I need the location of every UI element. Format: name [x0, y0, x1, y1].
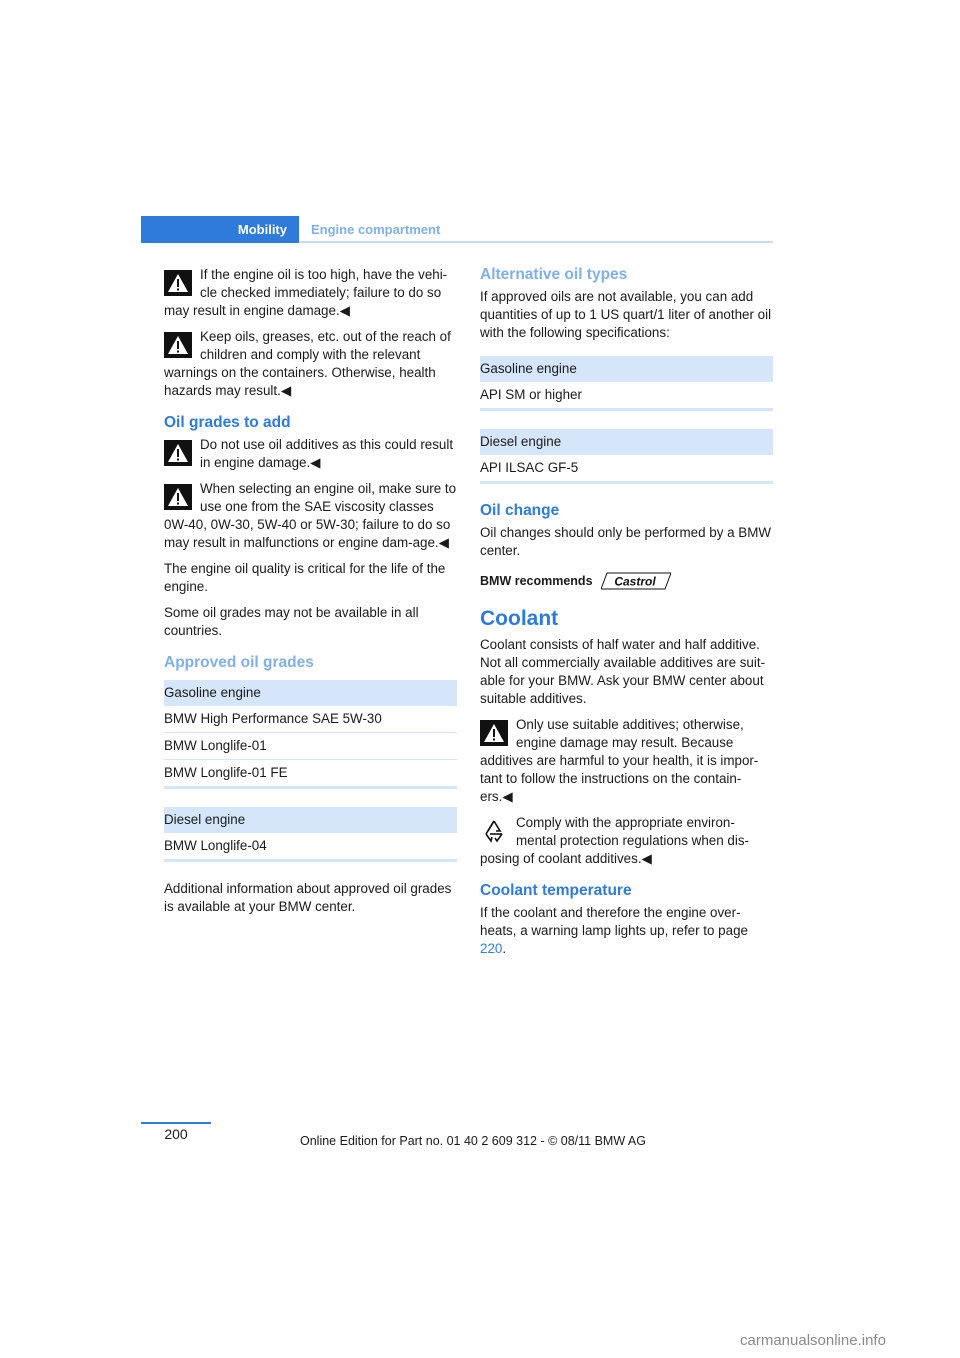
left-column	[164, 266, 457, 924]
paragraph: Oil changes should only be performed by a BMW center.	[480, 525, 772, 558]
heading-oil-grades-to-add: Oil grades to add	[164, 414, 291, 431]
page-number-block	[141, 1122, 211, 1142]
page-header	[141, 216, 773, 243]
header-title: Engine compartment	[311, 222, 441, 237]
table-row: API ILSAC GF-5	[480, 455, 773, 483]
warning-icon	[480, 720, 508, 746]
diesel-oil-table	[164, 807, 457, 862]
heading-approved-oil-grades: Approved oil grades	[164, 654, 314, 671]
paragraph: If approved oils are not available, you can add quantities of up to 1 US quart/1 liter of another oil with the following specifications:	[480, 289, 772, 340]
table-header: Gasoline engine	[164, 680, 457, 706]
svg-text:Castrol: Castrol	[613, 574, 656, 589]
warning-icon	[164, 270, 192, 296]
page-number: 200	[164, 1126, 188, 1142]
bmw-recommends: BMW recommends Castrol	[480, 572, 773, 590]
heading-coolant-temperature: Coolant temperature	[480, 882, 632, 899]
table-row: BMW Longlife-04	[164, 833, 457, 861]
paragraph: The engine oil quality is critical for the life of the engine.	[164, 561, 446, 594]
page-number-rule	[141, 1122, 211, 1124]
warning-note: If the engine oil is too high, have the vehi-cle checked immediately; failure to do so may result in engine damage.◀	[164, 267, 448, 318]
warning-icon	[164, 440, 192, 466]
table-header: Gasoline engine	[480, 356, 773, 382]
environment-note: Comply with the appropriate environ-mental protection regulations when dis-posing of coolant additives.◀	[480, 815, 749, 866]
paragraph: If the coolant and therefore the engine over-heats, a warning lamp lights up, refer to page 220.	[480, 905, 748, 956]
warning-note: Keep oils, greases, etc. out of the reach of children and comply with the relevant warnings on the containers. Otherwise, health hazards may result.◀	[164, 329, 451, 398]
section-tab	[141, 216, 299, 243]
table-row: BMW Longlife-01 FE	[164, 760, 457, 788]
warning-note: Only use suitable additives; otherwise, engine damage may result. Because additives are harmful to your health, it is impor-tant to follow the instructions on the contain-ers.◀	[480, 717, 759, 804]
watermark: carmanualsonline.info	[740, 1332, 886, 1349]
warning-note: When selecting an engine oil, make sure to use one from the SAE viscosity classes 0W-40, 0W-30, 5W-40 or 5W-30; failure to do so may result in malfunctions or engine dam-age.◀	[164, 481, 457, 550]
gasoline-oil-table	[164, 680, 457, 789]
right-column	[480, 266, 773, 966]
heading-alternative-oil-types: Alternative oil types	[480, 266, 628, 283]
page-link[interactable]: 220	[480, 941, 503, 956]
paragraph: Coolant consists of half water and half additive. Not all commercially available additives are suit-able for your BMW. Ask your BMW center about suitable additives.	[480, 637, 766, 706]
heading-oil-change: Oil change	[480, 502, 560, 519]
paragraph: Some oil grades may not be available in all countries.	[164, 605, 419, 638]
table-row: BMW Longlife-01	[164, 733, 457, 760]
warning-icon	[164, 484, 192, 510]
warning-icon	[164, 332, 192, 358]
castrol-logo-icon	[601, 572, 671, 590]
table-row: API SM or higher	[480, 382, 773, 410]
header-rule	[299, 241, 773, 243]
alt-diesel-table	[480, 429, 773, 484]
alt-gasoline-table	[480, 356, 773, 411]
table-header: Diesel engine	[164, 807, 457, 833]
table-header: Diesel engine	[480, 429, 773, 455]
heading-coolant: Coolant	[480, 607, 559, 630]
footer-text: Online Edition for Part no. 01 40 2 609 312 - © 08/11 BMW AG	[300, 1134, 646, 1148]
table-row: BMW High Performance SAE 5W-30	[164, 706, 457, 733]
section-label: Mobility	[237, 222, 287, 237]
paragraph: Additional information about approved oil grades is available at your BMW center.	[164, 881, 452, 914]
recycle-icon	[480, 818, 508, 844]
warning-note: Do not use oil additives as this could result in engine damage.◀	[164, 436, 457, 472]
